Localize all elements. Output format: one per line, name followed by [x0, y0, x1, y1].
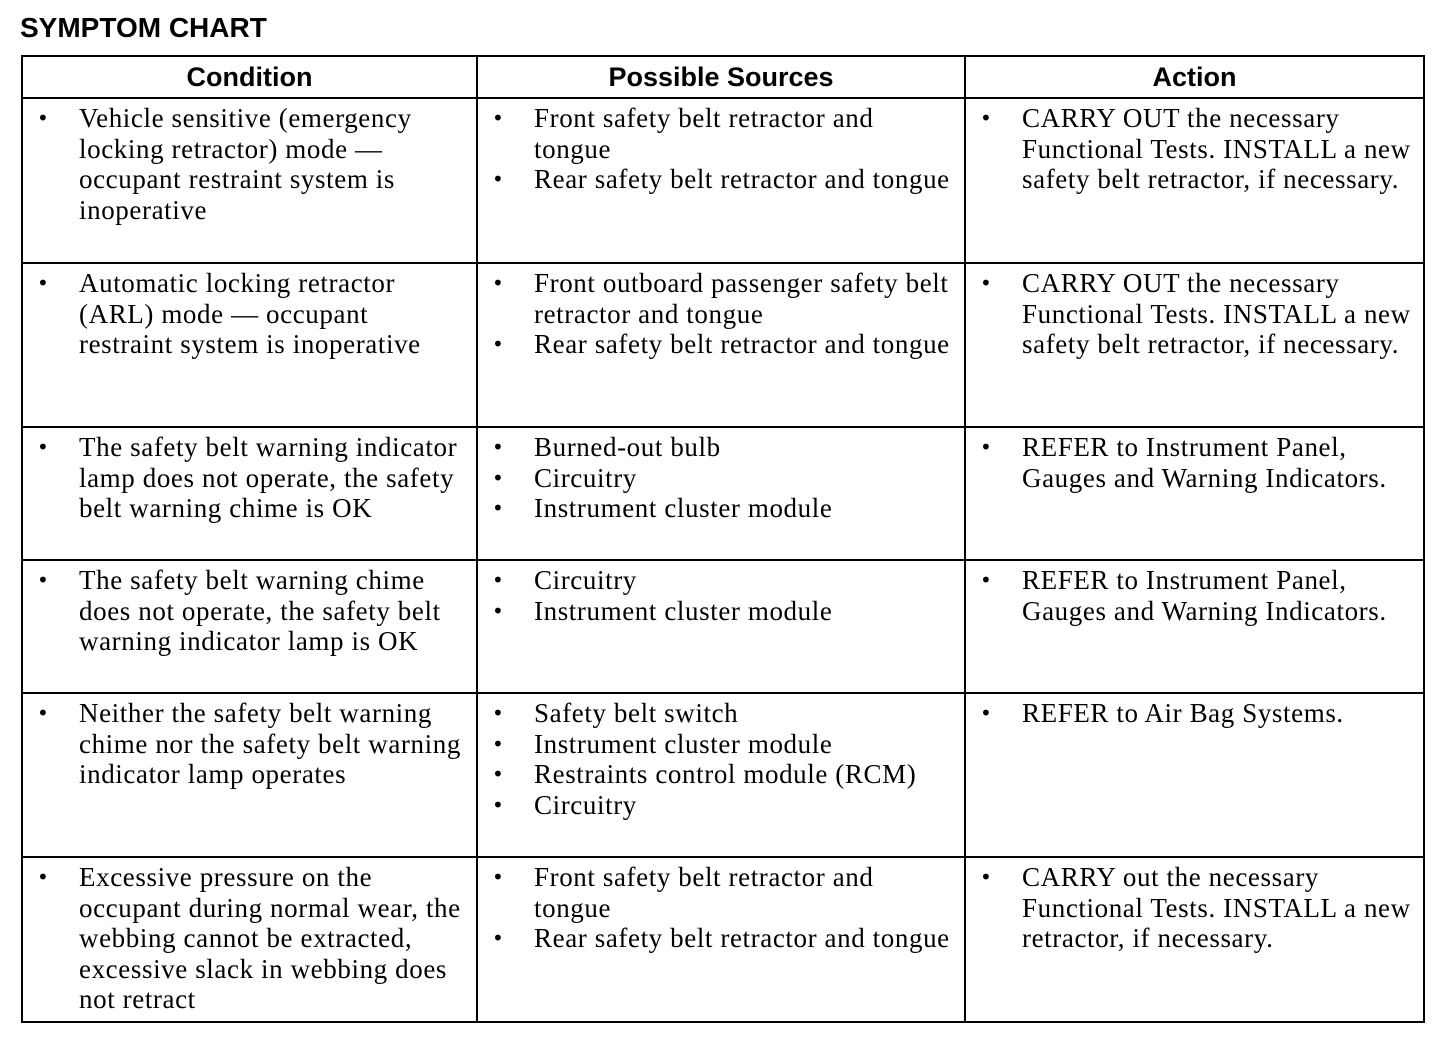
sources-cell	[477, 98, 965, 263]
table-row	[22, 98, 1424, 263]
action-text: REFER to Instrument Panel, Gauges and Warning Indicators.	[1022, 565, 1387, 626]
list-item	[33, 103, 468, 225]
source-text: Rear safety belt retractor and tongue	[534, 923, 950, 953]
bullet-icon: •	[492, 598, 505, 623]
condition-cell	[22, 693, 477, 857]
bullet-icon: •	[492, 762, 505, 786]
list-item	[488, 596, 956, 627]
source-text: Rear safety belt retractor and tongue	[534, 329, 950, 359]
source-text: Restraints control module (RCM)	[534, 759, 917, 789]
bullet-icon: •	[37, 568, 50, 592]
column-header-possible-sources: Possible Sources	[477, 56, 965, 98]
list-item	[488, 432, 956, 463]
list-item	[488, 103, 956, 164]
condition-cell	[22, 427, 477, 560]
sources-cell	[477, 427, 965, 560]
list-item	[976, 268, 1415, 360]
list-item	[976, 103, 1415, 195]
bullet-icon: •	[492, 926, 505, 950]
condition-text: Vehicle sensitive (emergency locking retractor) mode — occupant restraint system is inoperative	[79, 103, 412, 225]
condition-text: The safety belt warning indicator lamp does not operate, the safety belt warning chime is OK	[79, 432, 458, 523]
list-item	[488, 759, 956, 790]
column-header-action: Action	[965, 56, 1424, 98]
list-item	[488, 268, 956, 329]
bullet-icon: •	[37, 865, 50, 889]
bullet-icon: •	[492, 167, 505, 191]
bullet-icon: •	[492, 435, 505, 459]
list-item	[976, 862, 1415, 954]
bullet-icon: •	[37, 435, 50, 459]
page-title: SYMPTOM CHART	[20, 12, 267, 43]
bullet-icon: •	[980, 435, 993, 459]
bullet-icon: •	[492, 332, 505, 356]
table-header-row	[22, 56, 1424, 98]
bullet-icon: •	[492, 465, 505, 490]
bullet-icon: •	[37, 271, 50, 295]
list-item	[488, 329, 956, 360]
list-item	[488, 923, 956, 954]
list-item	[488, 862, 956, 923]
action-cell	[965, 693, 1424, 857]
bullet-icon: •	[37, 106, 50, 130]
table-row	[22, 857, 1424, 1022]
list-item	[33, 565, 468, 657]
source-text: Burned-out bulb	[534, 432, 721, 462]
list-item	[488, 790, 956, 821]
list-item	[976, 432, 1415, 493]
source-text: Instrument cluster module	[534, 493, 833, 523]
bullet-icon: •	[492, 865, 505, 889]
source-text: Circuitry	[534, 565, 637, 595]
bullet-icon: •	[980, 106, 993, 130]
action-cell	[965, 427, 1424, 560]
list-item	[488, 463, 956, 494]
sources-cell	[477, 560, 965, 693]
list-item	[488, 493, 956, 524]
action-text: REFER to Air Bag Systems.	[1022, 698, 1344, 728]
condition-cell	[22, 560, 477, 693]
sources-cell	[477, 857, 965, 1022]
list-item	[976, 698, 1415, 729]
list-item	[33, 432, 468, 524]
action-text: REFER to Instrument Panel, Gauges and Warning Indicators.	[1022, 432, 1387, 493]
bullet-icon: •	[980, 568, 993, 592]
table-row	[22, 693, 1424, 857]
column-header-condition: Condition	[22, 56, 477, 98]
bullet-icon: •	[37, 701, 50, 725]
source-text: Circuitry	[534, 462, 637, 493]
bullet-icon: •	[492, 792, 505, 817]
sources-cell	[477, 263, 965, 427]
source-text: Rear safety belt retractor and tongue	[534, 164, 950, 194]
source-text: Front outboard passenger safety belt retractor and tongue	[534, 268, 949, 329]
list-item	[488, 565, 956, 596]
symptom-chart-table	[21, 55, 1425, 1023]
list-item	[33, 862, 468, 1015]
action-text: CARRY out the necessary Functional Tests. INSTALL a new retractor, if necessary.	[1022, 862, 1411, 953]
source-text: Front safety belt retractor and tongue	[534, 103, 874, 164]
action-cell	[965, 263, 1424, 427]
table-row	[22, 560, 1424, 693]
bullet-icon: •	[492, 496, 505, 520]
sources-cell	[477, 693, 965, 857]
table-row	[22, 263, 1424, 427]
bullet-icon: •	[492, 271, 505, 295]
bullet-icon: •	[980, 701, 993, 725]
list-item	[488, 164, 956, 195]
bullet-icon: •	[492, 731, 505, 756]
condition-cell	[22, 98, 477, 263]
source-text: Instrument cluster module	[534, 595, 833, 626]
condition-text: Neither the safety belt warning chime nor the safety belt warning indicator lamp operates	[79, 698, 461, 789]
table-row	[22, 427, 1424, 560]
action-text: CARRY OUT the necessary Functional Tests. INSTALL a new safety belt retractor, if necessary.	[1022, 268, 1411, 359]
bullet-icon: •	[492, 106, 505, 130]
condition-cell	[22, 857, 477, 1022]
list-item	[33, 698, 468, 790]
source-text: Front safety belt retractor and tongue	[534, 862, 874, 923]
list-item	[488, 729, 956, 760]
bullet-icon: •	[492, 568, 505, 592]
action-cell	[965, 857, 1424, 1022]
source-text: Circuitry	[534, 789, 637, 820]
list-item	[33, 268, 468, 360]
condition-text: Excessive pressure on the occupant during normal wear, the webbing cannot be extracted, excessive slack in webbing does not retract	[79, 862, 461, 1014]
list-item	[976, 565, 1415, 626]
bullet-icon: •	[980, 271, 993, 295]
action-cell	[965, 560, 1424, 693]
action-cell	[965, 98, 1424, 263]
condition-text: Automatic locking retractor (ARL) mode — occupant restraint system is inoperative	[79, 268, 421, 359]
source-text: Safety belt switch	[534, 698, 739, 728]
source-text: Instrument cluster module	[534, 728, 833, 759]
action-text: CARRY OUT the necessary Functional Tests. INSTALL a new safety belt retractor, if necessary.	[1022, 103, 1411, 194]
bullet-icon: •	[980, 865, 993, 889]
list-item	[488, 698, 956, 729]
bullet-icon: •	[492, 701, 505, 725]
condition-cell	[22, 263, 477, 427]
condition-text: The safety belt warning chime does not operate, the safety belt warning indicator lamp is OK	[79, 565, 441, 656]
